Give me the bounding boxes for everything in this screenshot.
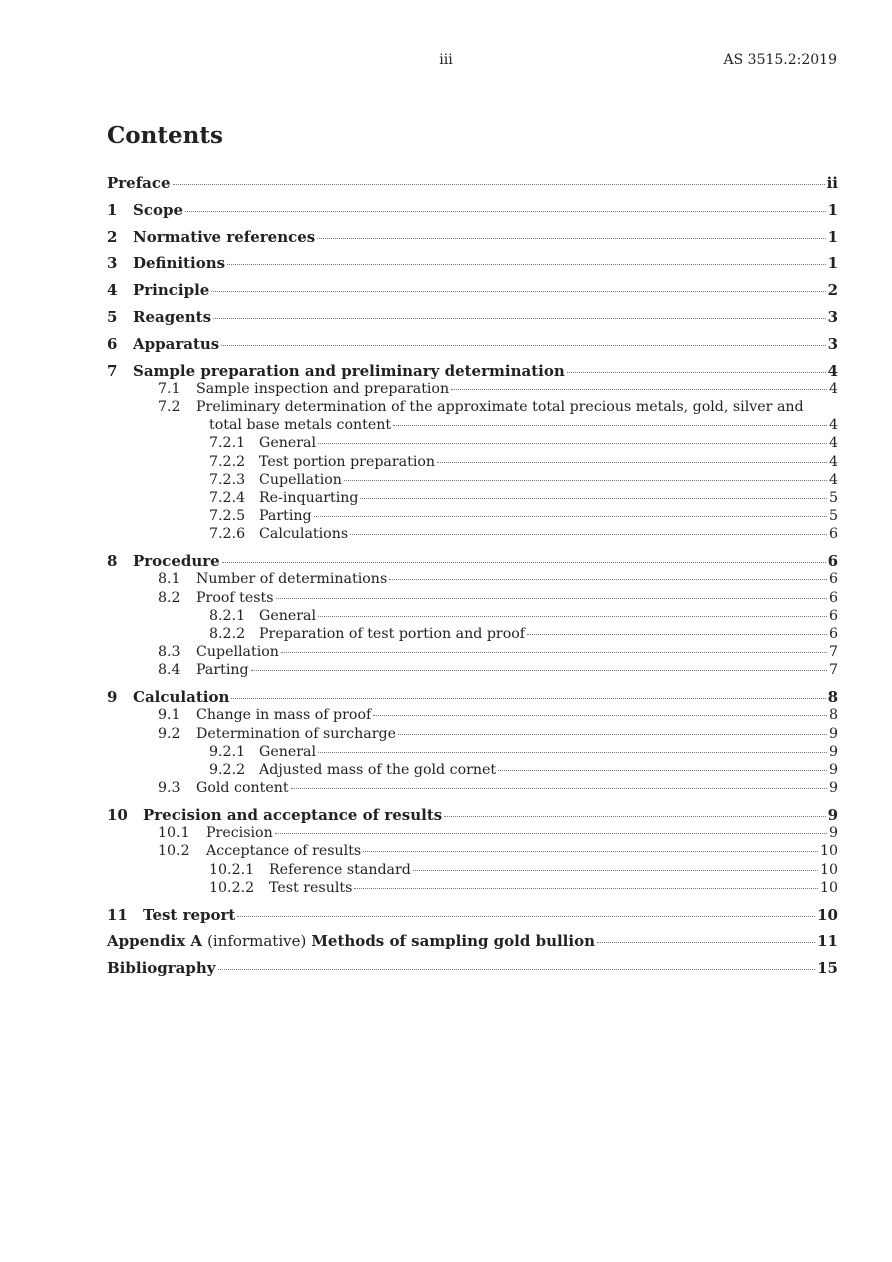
toc-entry-title: Parting	[196, 662, 249, 679]
dot-leader	[314, 516, 827, 517]
toc-entry-number: 4	[107, 281, 118, 300]
toc-page-number: 4	[828, 435, 838, 452]
toc-entry[interactable]	[107, 743, 838, 761]
dot-leader	[451, 389, 827, 390]
toc-page-number: 7	[828, 662, 838, 679]
toc-entry-number: 7.2.5	[209, 508, 246, 525]
toc-entry[interactable]	[107, 254, 838, 272]
toc-page-number: 4	[828, 380, 838, 397]
toc-entry-number: 8.2.1	[209, 607, 246, 624]
toc-entry-number: 8	[107, 552, 118, 571]
toc-entry-title: Scope	[133, 200, 184, 219]
toc-page-number: 8	[828, 707, 838, 724]
toc-entry-number: 10.2.1	[209, 861, 255, 878]
toc-entry-number: 7.2.6	[209, 526, 246, 543]
dot-leader	[498, 770, 827, 771]
dot-leader	[275, 833, 827, 834]
toc-entry-number: 7.1	[158, 380, 181, 397]
dot-leader	[173, 184, 825, 185]
dot-leader	[318, 752, 827, 753]
toc-entry-title: Determination of surcharge	[196, 725, 396, 742]
dot-leader	[251, 670, 827, 671]
toc-entry[interactable]	[107, 842, 838, 860]
toc-entry-title: Bibliography	[107, 959, 216, 978]
toc-entry[interactable]	[107, 228, 838, 246]
toc-entry-number: 10.2	[158, 843, 190, 860]
toc-entry-title-2: Methods of sampling gold bullion	[311, 932, 595, 951]
dot-leader	[413, 870, 818, 871]
toc-entry-title: Cupellation	[259, 471, 342, 488]
toc-page-number: 9	[828, 825, 838, 842]
toc-entry-title: Precision	[206, 825, 273, 842]
toc-entry[interactable]	[107, 362, 838, 380]
toc-entry-number: 8.2	[158, 589, 181, 606]
toc-page-number: 8	[827, 688, 838, 707]
toc-page-number: 11	[817, 932, 838, 951]
toc-entry-number: 10.1	[158, 825, 190, 842]
toc-entry-title: Adjusted mass of the gold cornet	[259, 762, 497, 779]
toc-entry[interactable]	[107, 725, 838, 743]
dot-leader	[281, 652, 827, 653]
toc-entry[interactable]	[107, 806, 838, 824]
toc-entry-title-continued: total base metals content	[209, 417, 392, 434]
dot-leader	[221, 345, 825, 346]
toc-entry[interactable]	[107, 453, 838, 471]
toc-page-number: 2	[827, 281, 838, 300]
toc-entry-number: 7	[107, 361, 118, 380]
toc-page-number: 10	[819, 879, 838, 896]
toc-entry[interactable]	[107, 688, 838, 706]
toc-page-number: 4	[828, 453, 838, 470]
toc-page-number: 10	[819, 861, 838, 878]
toc-entry-title: Sample inspection and preparation	[196, 380, 450, 397]
toc-page-number: 6	[828, 607, 838, 624]
dot-leader	[373, 715, 827, 716]
toc-entry-title: Calculation	[133, 688, 230, 707]
toc-entry-title: Sample preparation and preliminary determination	[133, 361, 565, 380]
toc-page-number: 4	[827, 361, 838, 380]
header-page-number: iii	[439, 52, 453, 68]
toc-page-number: ii	[826, 174, 838, 192]
toc-entry-number: 8.3	[158, 644, 181, 661]
toc-entry[interactable]	[107, 879, 838, 897]
toc-entry[interactable]	[107, 861, 838, 879]
toc-page-number: 1	[827, 254, 838, 273]
toc-entry-number: 9.1	[158, 707, 181, 724]
toc-page-number: 5	[828, 508, 838, 525]
toc-page-number: 6	[828, 626, 838, 643]
dot-leader	[231, 698, 825, 699]
toc-entry-number: 3	[107, 254, 118, 273]
toc-entry[interactable]	[107, 489, 838, 507]
toc-entry-continuation[interactable]	[107, 416, 838, 434]
toc-page-number: 1	[827, 200, 838, 219]
toc-page-number: 5	[828, 490, 838, 506]
toc-entry-title: General	[259, 607, 317, 624]
toc-entry-number: 8.4	[158, 662, 181, 679]
toc-entry[interactable]	[107, 434, 838, 452]
toc-entry-number: 9	[107, 688, 118, 707]
dot-leader	[437, 462, 827, 463]
toc-entry-number: 9.2	[158, 725, 181, 742]
dot-leader	[350, 534, 827, 535]
toc-entry-title: Precision and acceptance of results	[143, 806, 443, 825]
toc-entry-title: Gold content	[196, 780, 289, 797]
toc-entry[interactable]	[107, 643, 838, 661]
header-standard-id: AS 3515.2:2019	[723, 52, 837, 68]
toc-page-number: 3	[827, 307, 838, 326]
dot-leader	[527, 634, 827, 635]
toc-entry[interactable]	[107, 525, 838, 543]
toc-entry-title: Calculations	[259, 526, 349, 543]
toc-entry-title: Appendix A	[107, 932, 203, 951]
dot-leader	[597, 942, 815, 943]
dot-leader	[222, 562, 826, 563]
toc-entry-title: Reference standard	[269, 861, 411, 878]
toc-entry-title: Reagents	[133, 307, 212, 326]
toc-entry-number: 5	[107, 307, 118, 326]
toc-entry-title: Proof tests	[196, 589, 274, 606]
dot-leader	[276, 598, 827, 599]
toc-entry[interactable]	[107, 281, 838, 299]
toc-entry-title: Test portion preparation	[259, 453, 436, 470]
dot-leader	[398, 734, 827, 735]
toc-page-number: 9	[828, 780, 838, 797]
dot-leader	[318, 616, 827, 617]
toc-entry[interactable]	[107, 308, 838, 326]
toc-page-number: 9	[828, 725, 838, 742]
toc-entry[interactable]	[107, 607, 838, 625]
toc-entry-qualifier: (informative)	[207, 932, 307, 951]
toc-entry[interactable]	[107, 959, 838, 977]
toc-page-number: 9	[828, 762, 838, 779]
toc-entry[interactable]	[107, 507, 838, 525]
dot-leader	[218, 969, 816, 970]
toc-entry[interactable]	[107, 335, 838, 353]
toc-entry-number: 9.2.1	[209, 743, 246, 760]
toc-entry[interactable]	[107, 380, 838, 398]
toc-entry[interactable]	[107, 552, 838, 570]
toc-entry-title: Cupellation	[196, 644, 279, 661]
toc-page-number: 10	[819, 843, 838, 860]
toc-page-number: 6	[827, 552, 838, 571]
toc-entry[interactable]	[107, 932, 838, 950]
toc-entry[interactable]	[107, 661, 838, 679]
toc-entry-title: Normative references	[133, 227, 316, 246]
toc-page-number: 6	[828, 589, 838, 606]
toc-entry[interactable]	[107, 779, 838, 797]
toc-entry-title: Acceptance of results	[206, 843, 362, 860]
toc-entry-title: Change in mass of proof	[196, 707, 372, 724]
toc-entry-title: Number of determinations	[196, 571, 388, 588]
toc-page-number: 6	[828, 571, 838, 588]
dot-leader	[237, 916, 815, 917]
toc-entry-number: 7.2	[158, 398, 181, 415]
dot-leader	[360, 498, 827, 499]
toc-page-number: 6	[828, 526, 838, 543]
toc-entry-title: Procedure	[133, 552, 220, 571]
toc-entry-number: 7.2.3	[209, 471, 246, 488]
dot-leader	[317, 238, 825, 239]
toc-entry[interactable]	[107, 761, 838, 779]
toc-entry[interactable]	[107, 824, 838, 842]
toc-page-number: 3	[827, 334, 838, 353]
dot-leader	[185, 211, 826, 212]
toc-entry-title: Parting	[259, 508, 312, 525]
dot-leader	[389, 579, 827, 580]
dot-leader	[344, 480, 827, 481]
toc-page-number: 4	[828, 471, 838, 488]
toc-entry[interactable]	[107, 398, 838, 416]
toc-entry-title: Test results	[269, 879, 353, 896]
toc-entry-title: General	[259, 743, 317, 760]
toc-entry-title: Definitions	[133, 254, 226, 273]
toc-entry-number: 6	[107, 334, 118, 353]
toc-page-number: 9	[827, 806, 838, 825]
page-title: Contents	[107, 122, 223, 149]
toc-entry[interactable]	[107, 174, 838, 192]
toc-entry-number: 7.2.4	[209, 490, 246, 506]
toc-entry[interactable]	[107, 570, 838, 588]
toc-entry-title: Preface	[107, 174, 171, 192]
dot-leader	[363, 851, 818, 852]
dot-leader	[213, 318, 826, 319]
toc-entry-number: 8.1	[158, 571, 181, 588]
toc-entry-number: 11	[107, 905, 128, 924]
toc-page-number: 9	[828, 743, 838, 760]
toc-entry[interactable]	[107, 625, 838, 643]
dot-leader	[354, 888, 818, 889]
toc-page-number: 1	[827, 227, 838, 246]
toc-entry-title: Preliminary determination of the approximate total precious metals, gold, silver and	[196, 398, 804, 415]
toc-entry-number: 9.3	[158, 780, 181, 797]
toc-entry-number: 7.2.1	[209, 435, 246, 452]
toc-entry-number: 1	[107, 200, 118, 219]
toc-entry[interactable]	[107, 201, 838, 219]
toc-page-number: 4	[828, 417, 838, 434]
toc-page-number: 7	[828, 644, 838, 661]
dot-leader	[227, 264, 826, 265]
toc-entry[interactable]	[107, 906, 838, 924]
toc-entry[interactable]	[107, 589, 838, 607]
toc-entry-number: 10.2.2	[209, 879, 255, 896]
toc-entry-number: 8.2.2	[209, 626, 246, 643]
dot-leader	[444, 816, 825, 817]
toc-entry-title: Preparation of test portion and proof	[259, 626, 526, 643]
toc-entry-title: Test report	[143, 905, 236, 924]
toc-entry-number: 10	[107, 806, 128, 825]
dot-leader	[291, 788, 827, 789]
dot-leader	[211, 291, 825, 292]
toc-entry-number: 2	[107, 227, 118, 246]
toc-entry-title: Apparatus	[133, 334, 220, 353]
table-of-contents	[107, 172, 838, 977]
toc-entry-title: General	[259, 435, 317, 452]
toc-entry[interactable]	[107, 706, 838, 724]
toc-page-number: 10	[817, 905, 838, 924]
dot-leader	[318, 443, 827, 444]
toc-entry[interactable]	[107, 471, 838, 489]
toc-page-number: 15	[817, 959, 838, 978]
toc-entry-number: 7.2.2	[209, 453, 246, 470]
toc-entry-title: Re-inquarting	[259, 490, 359, 506]
toc-entry-number: 9.2.2	[209, 762, 246, 779]
dot-leader	[393, 425, 827, 426]
dot-leader	[567, 372, 826, 373]
toc-entry-title: Principle	[133, 281, 210, 300]
